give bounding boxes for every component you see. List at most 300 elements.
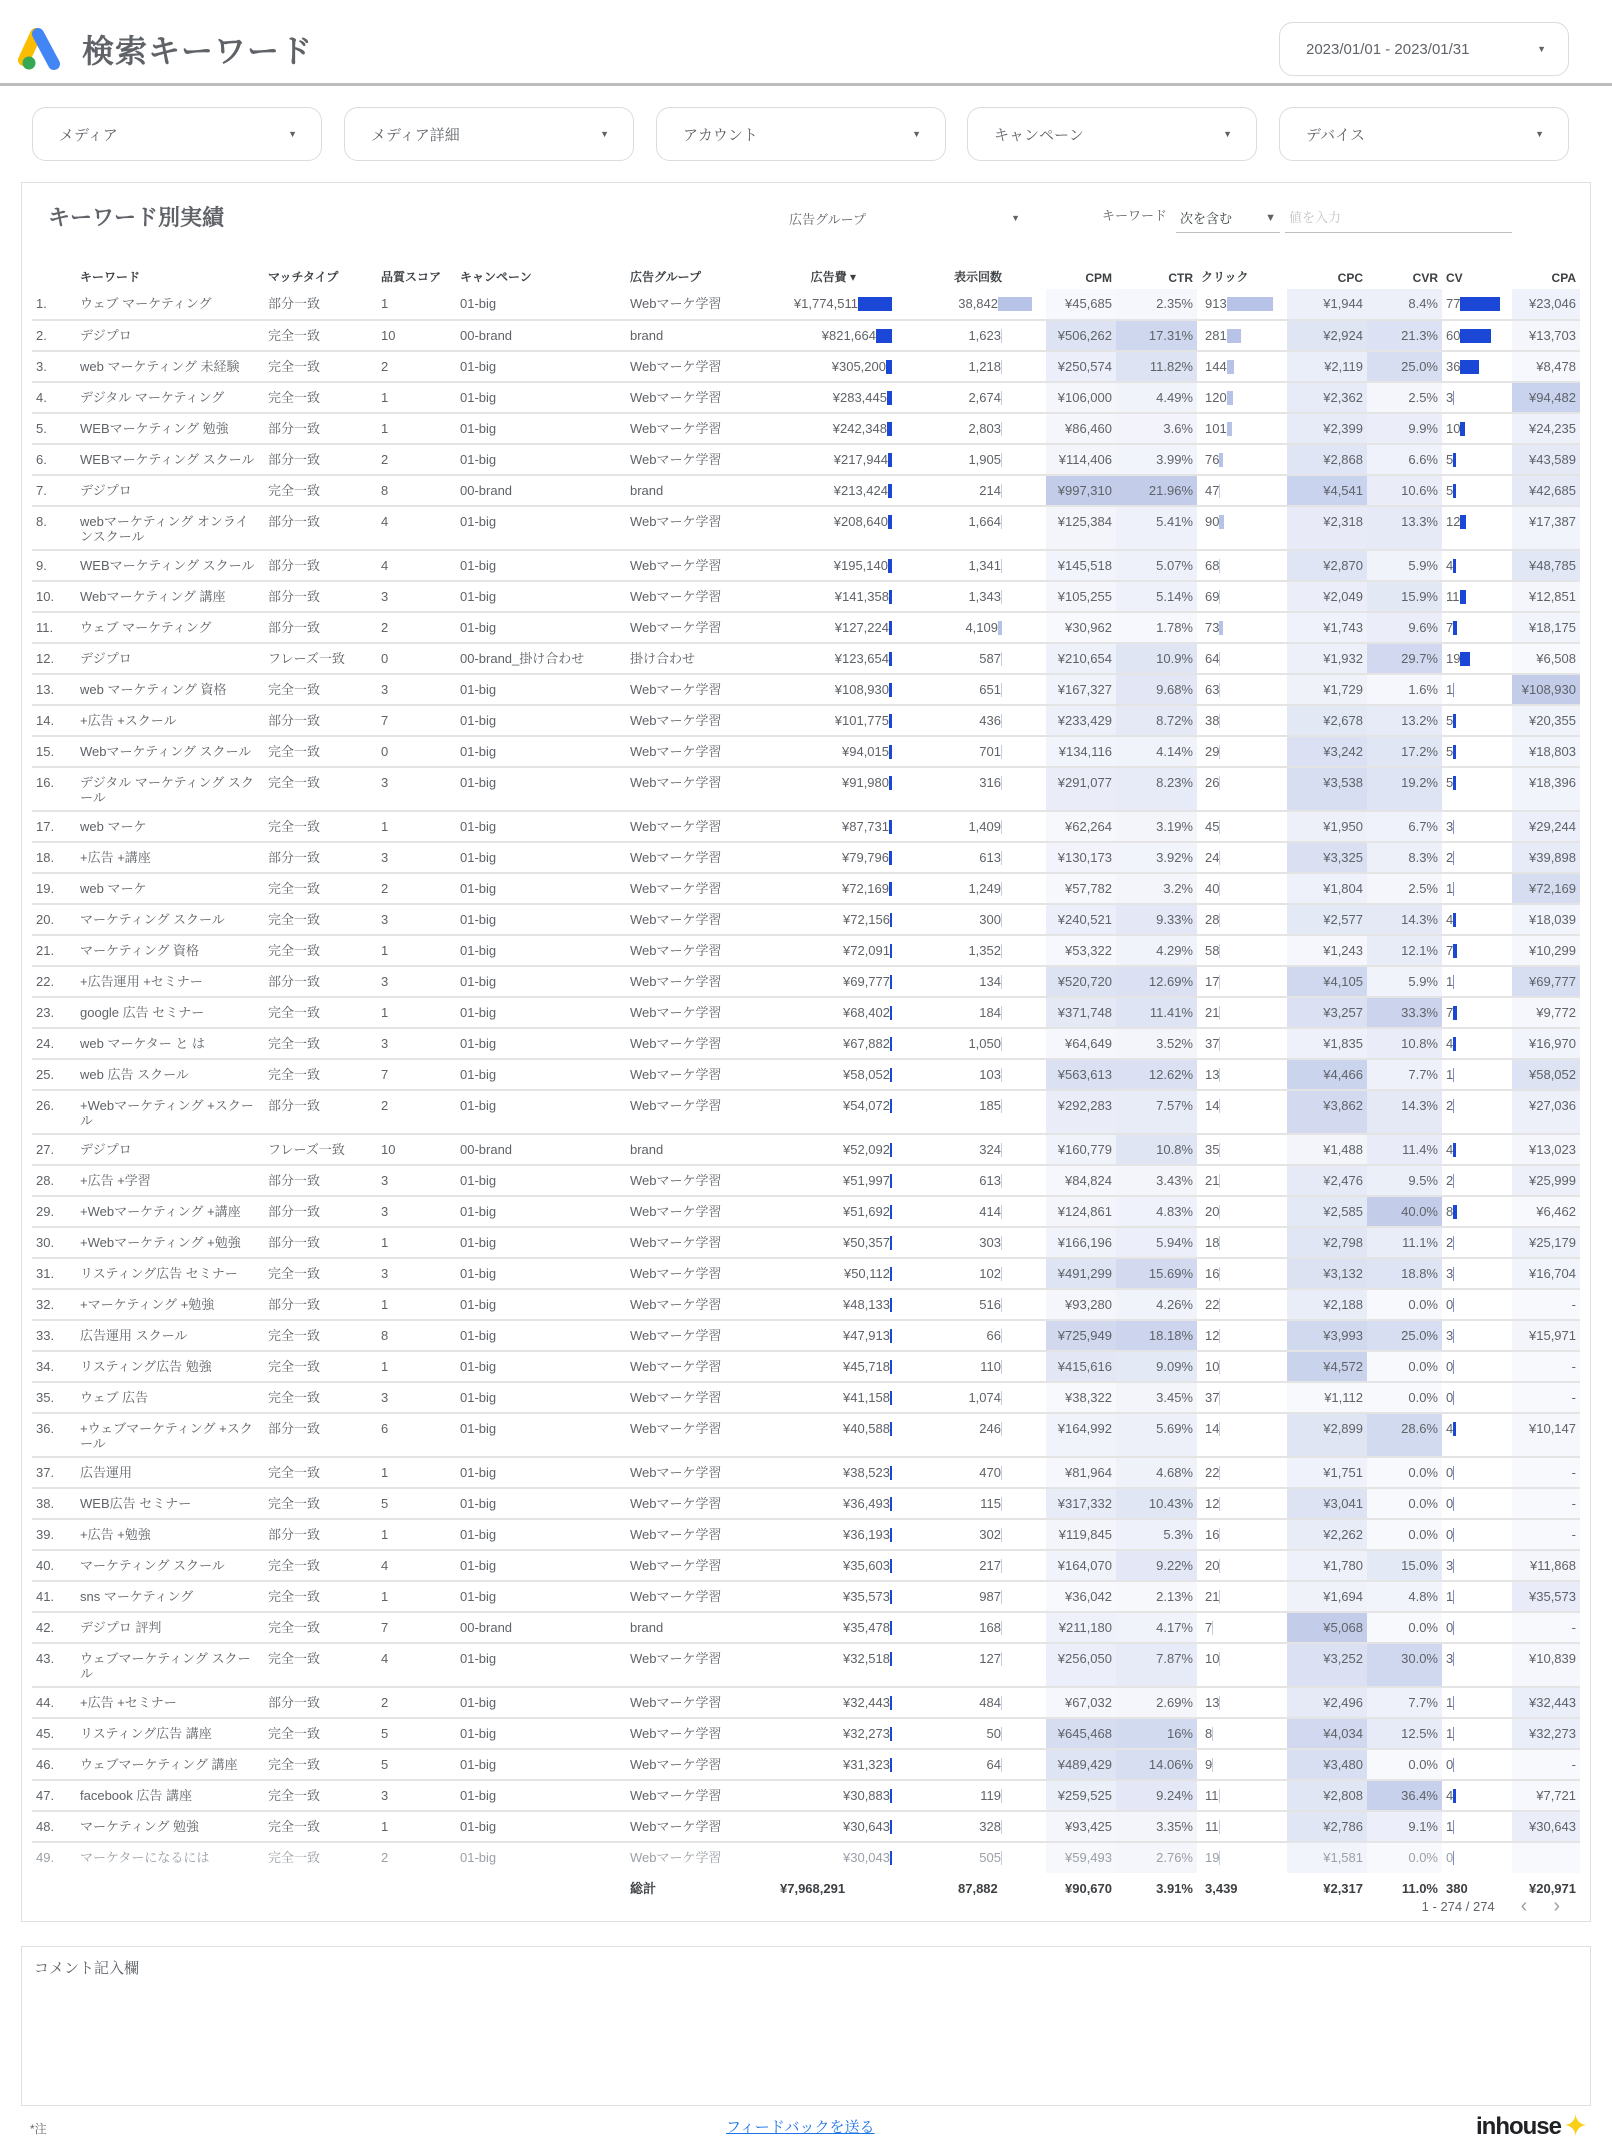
cell-cv [1442, 1643, 1512, 1687]
cell-ad-spend-value: ¥69,777 [843, 974, 890, 989]
cell-rank: 33. [32, 1320, 76, 1351]
table-row[interactable] [32, 1749, 1580, 1780]
keyword-operator-value: 次を含む [1180, 211, 1233, 226]
table-row[interactable] [32, 1090, 1580, 1134]
cell-keyword: Webマーケティング スクール [76, 736, 264, 767]
cell-ad-spend [776, 506, 906, 550]
cell-cpc: ¥3,242 [1287, 736, 1367, 767]
cell-ad-group: Webマーケ学習 [626, 1258, 776, 1289]
cell-cvr: 9.9% [1367, 413, 1442, 444]
cell-cvr: 0.0% [1367, 1289, 1442, 1320]
column-header-match-type[interactable]: マッチタイプ [268, 270, 339, 284]
cell-clicks [1197, 904, 1287, 935]
table-row[interactable] [32, 475, 1580, 506]
cell-clicks-value: 11 [1205, 1819, 1219, 1834]
cell-match-type: 完全一致 [264, 1643, 377, 1687]
table-row[interactable] [32, 811, 1580, 842]
cell-ad-spend-bar-icon [890, 913, 892, 927]
cell-ad-group: Webマーケ学習 [626, 1488, 776, 1519]
table-row[interactable] [32, 842, 1580, 873]
cell-impressions-value: 651 [979, 682, 1001, 697]
column-header-clicks[interactable]: クリック [1201, 270, 1249, 284]
cell-empty [456, 1873, 626, 1903]
cell-ctr: 15.69% [1116, 1258, 1197, 1289]
cell-campaign: 00-brand [456, 1612, 626, 1643]
cell-cpa: ¥6,462 [1512, 1196, 1580, 1227]
cell-cv-bar-icon [1453, 776, 1456, 790]
comment-box[interactable] [21, 1946, 1591, 2106]
cell-cpc: ¥2,808 [1287, 1780, 1367, 1811]
table-row[interactable] [32, 1227, 1580, 1258]
cell-clicks-value: 21 [1205, 1589, 1220, 1604]
cell-cpm: ¥415,616 [1046, 1351, 1116, 1382]
cell-ad-group: 掛け合わせ [626, 643, 776, 674]
table-row[interactable] [32, 581, 1580, 612]
cell-impressions-value: 1,905 [968, 452, 1001, 467]
cell-ad-spend-value: ¥123,654 [834, 651, 889, 666]
cell-cpa: - [1512, 1382, 1580, 1413]
cell-cpc: ¥2,318 [1287, 506, 1367, 550]
table-row[interactable] [32, 612, 1580, 643]
cell-clicks [1197, 351, 1287, 382]
cell-rank: 17. [32, 811, 76, 842]
cell-clicks [1197, 1457, 1287, 1488]
cell-cpa: ¥58,052 [1512, 1059, 1580, 1090]
table-row[interactable] [32, 382, 1580, 413]
cell-cv [1442, 1165, 1512, 1196]
cell-rank: 37. [32, 1457, 76, 1488]
cell-clicks-bar-icon [1219, 621, 1223, 635]
table-row[interactable] [32, 873, 1580, 904]
column-header-quality-score[interactable]: 品質スコア [381, 270, 442, 284]
cell-impressions [906, 1196, 1046, 1227]
cell-cpm: ¥164,992 [1046, 1413, 1116, 1457]
cell-cv-bar-icon [1453, 1466, 1454, 1480]
cell-cpm: ¥371,748 [1046, 997, 1116, 1028]
cell-impressions [906, 842, 1046, 873]
comment-label: コメント記入欄 [34, 1960, 140, 1977]
cell-cpc: ¥2,899 [1287, 1413, 1367, 1457]
cell-match-type: 完全一致 [264, 351, 377, 382]
cell-cvr: 25.0% [1367, 1320, 1442, 1351]
table-row[interactable] [32, 351, 1580, 382]
table-row[interactable] [32, 1413, 1580, 1457]
cell-empty [76, 1873, 264, 1903]
table-row[interactable] [32, 320, 1580, 351]
table-row[interactable] [32, 1718, 1580, 1749]
table-row[interactable] [32, 1811, 1580, 1842]
cell-cpc: ¥2,678 [1287, 705, 1367, 736]
cell-quality-score: 10 [377, 1134, 456, 1165]
cell-cv-bar-icon [1453, 975, 1454, 989]
cell-ad-spend-bar-icon [889, 714, 892, 728]
cell-cvr: 28.6% [1367, 1413, 1442, 1457]
table-row[interactable] [32, 550, 1580, 581]
column-header-ctr[interactable]: CTR [1168, 271, 1193, 285]
column-header-cpc[interactable]: CPC [1337, 271, 1363, 285]
cell-cv-value: 1 [1446, 881, 1454, 896]
prev-page-icon[interactable]: ‹ [1520, 1895, 1528, 1917]
table-row[interactable] [32, 1687, 1580, 1718]
cell-ad-spend-value: ¥195,140 [833, 558, 888, 573]
cell-clicks-value: 10 [1205, 1651, 1220, 1666]
cell-keyword: web マーケ [76, 811, 264, 842]
cell-campaign: 01-big [456, 1090, 626, 1134]
cell-impressions [906, 674, 1046, 705]
cell-cv [1442, 811, 1512, 842]
cell-rank: 3. [32, 351, 76, 382]
cell-clicks-bar-icon [1219, 1099, 1220, 1113]
cell-ad-group: Webマーケ学習 [626, 1581, 776, 1612]
table-row[interactable] [32, 1842, 1580, 1873]
table-row[interactable] [32, 413, 1580, 444]
cell-clicks-value: 20 [1205, 1558, 1220, 1573]
cell-cvr: 11.1% [1367, 1227, 1442, 1258]
cell-impressions-value: 1,218 [968, 359, 1001, 374]
cell-campaign: 01-big [456, 674, 626, 705]
send-feedback-link[interactable]: フィードバックを送る [726, 2119, 875, 2136]
cell-ad-spend-value: ¥36,493 [843, 1496, 890, 1511]
cell-keyword: ウェブマーケティング スクール [76, 1643, 264, 1687]
column-header-cpa[interactable]: CPA [1551, 271, 1576, 285]
cell-cv-value: 3 [1446, 1651, 1454, 1666]
cell-clicks [1197, 1196, 1287, 1227]
cell-impressions-bar-icon [1001, 453, 1002, 467]
cell-impressions-bar-icon [1001, 590, 1002, 604]
column-header-campaign[interactable]: キャンペーン [460, 270, 532, 284]
table-row[interactable] [32, 444, 1580, 475]
cell-impressions-value: 613 [979, 1173, 1001, 1188]
cell-cpa: ¥6,508 [1512, 643, 1580, 674]
cell-cvr: 0.0% [1367, 1519, 1442, 1550]
cell-clicks-bar-icon [1219, 1466, 1220, 1480]
cell-cv-bar-icon [1453, 1559, 1454, 1573]
filter-campaign[interactable] [967, 107, 1257, 161]
column-header-cv[interactable]: CV [1446, 271, 1463, 285]
cell-ad-spend-bar-icon [890, 1466, 892, 1480]
table-row[interactable] [32, 1488, 1580, 1519]
cell-cvr: 11.4% [1367, 1134, 1442, 1165]
cell-rank: 11. [32, 612, 76, 643]
cell-cpm: ¥520,720 [1046, 966, 1116, 997]
cell-impressions [906, 1643, 1046, 1687]
cell-campaign: 01-big [456, 1320, 626, 1351]
cell-impressions [906, 1811, 1046, 1842]
column-header-ad-spend[interactable]: 広告費 ▾ [810, 270, 856, 284]
cell-cv-value: 1 [1446, 682, 1454, 697]
table-row[interactable] [32, 736, 1580, 767]
cell-clicks-value: 21 [1205, 1173, 1220, 1188]
cell-clicks-bar-icon [1219, 484, 1220, 498]
cell-impressions-bar-icon [1001, 422, 1002, 436]
keyword-table-container[interactable] [32, 259, 1580, 1896]
keyword-value-input[interactable] [1285, 203, 1512, 233]
cell-keyword: デジプロ [76, 1134, 264, 1165]
adgroup-filter-dropdown[interactable] [789, 203, 1034, 233]
cell-impressions [906, 1581, 1046, 1612]
cell-clicks-value: 11 [1205, 1788, 1219, 1803]
cell-impressions-bar-icon [1001, 820, 1002, 834]
cell-cpc: ¥5,068 [1287, 1612, 1367, 1643]
cell-impressions-bar-icon [1001, 652, 1002, 666]
cell-ad-group: Webマーケ学習 [626, 1643, 776, 1687]
cell-ad-spend-bar-icon [890, 1696, 892, 1710]
cell-impressions-value: 127 [979, 1651, 1001, 1666]
table-row[interactable] [32, 705, 1580, 736]
table-row[interactable] [32, 997, 1580, 1028]
cell-clicks-value: 17 [1205, 974, 1220, 989]
cell-ad-spend-value: ¥50,112 [843, 1266, 890, 1281]
cell-impressions [906, 1320, 1046, 1351]
table-row[interactable] [32, 1643, 1580, 1687]
cell-cv-bar-icon [1453, 621, 1457, 635]
table-row[interactable] [32, 767, 1580, 811]
table-row[interactable] [32, 1196, 1580, 1227]
cell-cvr: 10.6% [1367, 475, 1442, 506]
cell-match-type: 完全一致 [264, 1457, 377, 1488]
cell-cv-value: 7 [1446, 943, 1454, 958]
cell-rank: 31. [32, 1258, 76, 1289]
cell-cpm: ¥86,460 [1046, 413, 1116, 444]
cell-ctr: 4.68% [1116, 1457, 1197, 1488]
chevron-down-icon: ▼ [1223, 129, 1232, 139]
table-row[interactable] [32, 674, 1580, 705]
cell-impressions-value: 246 [979, 1421, 1001, 1436]
cell-match-type: 部分一致 [264, 705, 377, 736]
cell-clicks-bar-icon [1219, 1497, 1220, 1511]
cell-match-type: 部分一致 [264, 581, 377, 612]
cell-cvr: 0.0% [1367, 1488, 1442, 1519]
cell-cpc: ¥3,862 [1287, 1090, 1367, 1134]
cell-match-type: 完全一致 [264, 1749, 377, 1780]
cell-quality-score: 1 [377, 997, 456, 1028]
cell-quality-score: 2 [377, 1090, 456, 1134]
column-header-cpm[interactable]: CPM [1085, 271, 1112, 285]
cell-impressions [906, 475, 1046, 506]
date-range-picker[interactable] [1279, 22, 1569, 76]
cell-ad-spend-value: ¥52,092 [843, 1142, 890, 1157]
cell-ctr: 3.35% [1116, 1811, 1197, 1842]
table-row[interactable] [32, 935, 1580, 966]
cell-quality-score: 1 [381, 296, 389, 311]
cell-cpm: ¥164,070 [1046, 1550, 1116, 1581]
cell-clicks-value: 64 [1205, 651, 1220, 666]
filter-media[interactable] [32, 107, 322, 161]
cell-clicks [1197, 1165, 1287, 1196]
cell-cv [1442, 674, 1512, 705]
cell-ad-spend-value: ¥32,443 [843, 1695, 890, 1710]
cell-rank: 34. [32, 1351, 76, 1382]
cell-keyword: +広告 +勉強 [76, 1519, 264, 1550]
cell-cvr: 0.0% [1367, 1842, 1442, 1873]
cell-cpa: ¥23,046 [1512, 289, 1580, 320]
cell-ad-spend-value: ¥51,692 [843, 1204, 890, 1219]
cell-ad-spend-value: ¥35,603 [843, 1558, 890, 1573]
column-header-impressions[interactable]: 表示回数 [954, 270, 1003, 284]
cell-clicks [1197, 705, 1287, 736]
table-row[interactable] [32, 1519, 1580, 1550]
cell-impressions [906, 811, 1046, 842]
cell-impressions-value: 185 [979, 1098, 1001, 1113]
cell-cpa: ¥94,482 [1512, 382, 1580, 413]
cell-cv [1442, 550, 1512, 581]
cell-ad-group: Webマーケ学習 [626, 413, 776, 444]
table-row[interactable] [32, 966, 1580, 997]
cell-impressions-bar-icon [1001, 1851, 1002, 1865]
cell-ctr: 5.3% [1116, 1519, 1197, 1550]
cell-cv-bar-icon [1453, 1068, 1454, 1082]
cell-impressions-bar-icon [1001, 559, 1002, 573]
cell-quality-score: 7 [377, 1612, 456, 1643]
table-row[interactable] [32, 1320, 1580, 1351]
cell-ad-spend-value: ¥40,588 [843, 1421, 890, 1436]
cell-rank: 32. [32, 1289, 76, 1320]
table-row[interactable] [32, 904, 1580, 935]
cell-ad-spend-bar-icon [890, 1236, 892, 1250]
cell-cpm: ¥81,964 [1046, 1457, 1116, 1488]
cell-clicks-value: 9 [1205, 1757, 1213, 1772]
cell-impressions-value: 1,343 [968, 589, 1001, 604]
cell-campaign: 01-big [456, 444, 626, 475]
cell-ad-spend [776, 811, 906, 842]
cell-clicks [1197, 1134, 1287, 1165]
cell-clicks [1197, 444, 1287, 475]
cell-rank: 30. [32, 1227, 76, 1258]
total-cv: 380 [1446, 1881, 1468, 1896]
cell-impressions-bar-icon [1001, 360, 1002, 374]
cell-rank: 48. [32, 1811, 76, 1842]
cell-cpc: ¥2,188 [1287, 1289, 1367, 1320]
cell-ad-spend-value: ¥50,357 [843, 1235, 890, 1250]
keyword-operator-dropdown[interactable] [1176, 203, 1280, 233]
table-row[interactable] [32, 1780, 1580, 1811]
cell-empty [264, 1873, 377, 1903]
cell-rank: 2. [32, 320, 76, 351]
cell-ad-spend-bar-icon [887, 422, 892, 436]
next-page-icon[interactable]: › [1553, 1895, 1560, 1917]
cell-cvr: 9.5% [1367, 1165, 1442, 1196]
cell-ctr: 2.76% [1116, 1842, 1197, 1873]
cell-match-type: 完全一致 [264, 1612, 377, 1643]
cell-cv [1442, 1196, 1512, 1227]
table-row[interactable] [32, 1258, 1580, 1289]
cell-cpm: ¥317,332 [1046, 1488, 1116, 1519]
cell-cv-value: 3 [1446, 390, 1454, 405]
cell-clicks-bar-icon [1219, 1422, 1220, 1436]
cell-cv-value: 5 [1446, 744, 1454, 759]
table-row[interactable] [32, 1134, 1580, 1165]
cell-cvr: 2.5% [1367, 382, 1442, 413]
cell-rank: 36. [32, 1413, 76, 1457]
cell-ad-spend-value: ¥54,072 [843, 1098, 890, 1113]
cell-ad-spend [776, 705, 906, 736]
cell-cv [1442, 904, 1512, 935]
cell-cpm: ¥93,280 [1046, 1289, 1116, 1320]
cell-ad-spend-bar-icon [890, 1205, 892, 1219]
cell-clicks-bar-icon [1219, 1652, 1220, 1666]
cell-cv [1442, 1059, 1512, 1090]
cell-ctr: 4.14% [1116, 736, 1197, 767]
cell-ad-spend [776, 1059, 906, 1090]
cell-ad-spend [776, 1134, 906, 1165]
cell-impressions [906, 506, 1046, 550]
cell-impressions-value: 587 [979, 651, 1001, 666]
table-row[interactable] [32, 1550, 1580, 1581]
cell-cpm: ¥59,493 [1046, 1842, 1116, 1873]
cell-cvr: 0.0% [1367, 1749, 1442, 1780]
chevron-down-icon: ▼ [288, 129, 297, 139]
cell-clicks [1197, 1519, 1287, 1550]
cell-ad-spend-bar-icon [890, 1006, 892, 1020]
cell-impressions-bar-icon [1001, 1391, 1002, 1405]
table-row[interactable] [32, 1382, 1580, 1413]
cell-cpa: ¥13,023 [1512, 1134, 1580, 1165]
table-row[interactable] [32, 1612, 1580, 1643]
cell-cv-value: 0 [1446, 1390, 1454, 1405]
filter-device[interactable] [1279, 107, 1569, 161]
column-header-cvr[interactable]: CVR [1412, 271, 1438, 285]
cell-quality-score: 3 [377, 966, 456, 997]
cell-ad-spend-value: ¥217,944 [833, 452, 888, 467]
table-row[interactable] [32, 1165, 1580, 1196]
table-row[interactable] [32, 1351, 1580, 1382]
cell-impressions [906, 1612, 1046, 1643]
cell-impressions [906, 873, 1046, 904]
cell-cv-bar-icon [1453, 1727, 1454, 1741]
table-row[interactable] [32, 1289, 1580, 1320]
cell-clicks-bar-icon [1219, 453, 1223, 467]
cell-rank: 40. [32, 1550, 76, 1581]
cell-cv-value: 0 [1446, 1496, 1454, 1511]
cell-ad-spend-bar-icon [876, 329, 892, 343]
filter-media-detail[interactable] [344, 107, 634, 161]
cell-clicks [1197, 873, 1287, 904]
filter-account[interactable] [656, 107, 946, 161]
cell-impressions-value: 110 [980, 1359, 1001, 1374]
table-row[interactable] [32, 506, 1580, 550]
column-header-keyword[interactable]: キーワード [80, 270, 141, 284]
column-header-ad-group[interactable]: 広告グループ [630, 270, 702, 284]
cell-impressions [906, 1227, 1046, 1258]
cell-impressions-bar-icon [1001, 1696, 1002, 1710]
table-row[interactable] [32, 1457, 1580, 1488]
table-row[interactable] [32, 289, 1580, 320]
cell-cpc: ¥2,924 [1287, 320, 1367, 351]
cell-impressions-bar-icon [1001, 1174, 1002, 1188]
cell-impressions-bar-icon [1001, 1267, 1002, 1281]
cell-cvr: 7.7% [1367, 1687, 1442, 1718]
cell-cvr: 5.9% [1367, 550, 1442, 581]
cell-cpa: ¥8,478 [1512, 351, 1580, 382]
cell-cpm: ¥259,525 [1046, 1780, 1116, 1811]
cell-quality-score: 1 [377, 1289, 456, 1320]
cell-cv-value: 77 [1446, 296, 1461, 311]
table-row[interactable] [32, 1028, 1580, 1059]
cell-cv [1442, 581, 1512, 612]
cell-ctr: 7.57% [1116, 1090, 1197, 1134]
cell-cvr: 6.6% [1367, 444, 1442, 475]
cell-cpa: - [1512, 1457, 1580, 1488]
cell-ad-spend [776, 1413, 906, 1457]
cell-ad-spend [776, 674, 906, 705]
cell-keyword: sns マーケティング [76, 1581, 264, 1612]
cell-cpm: ¥125,384 [1046, 506, 1116, 550]
table-row[interactable] [32, 1059, 1580, 1090]
table-row[interactable] [32, 643, 1580, 674]
cell-ctr: 5.14% [1116, 581, 1197, 612]
table-row[interactable] [32, 1581, 1580, 1612]
cell-clicks-value: 24 [1205, 850, 1220, 865]
